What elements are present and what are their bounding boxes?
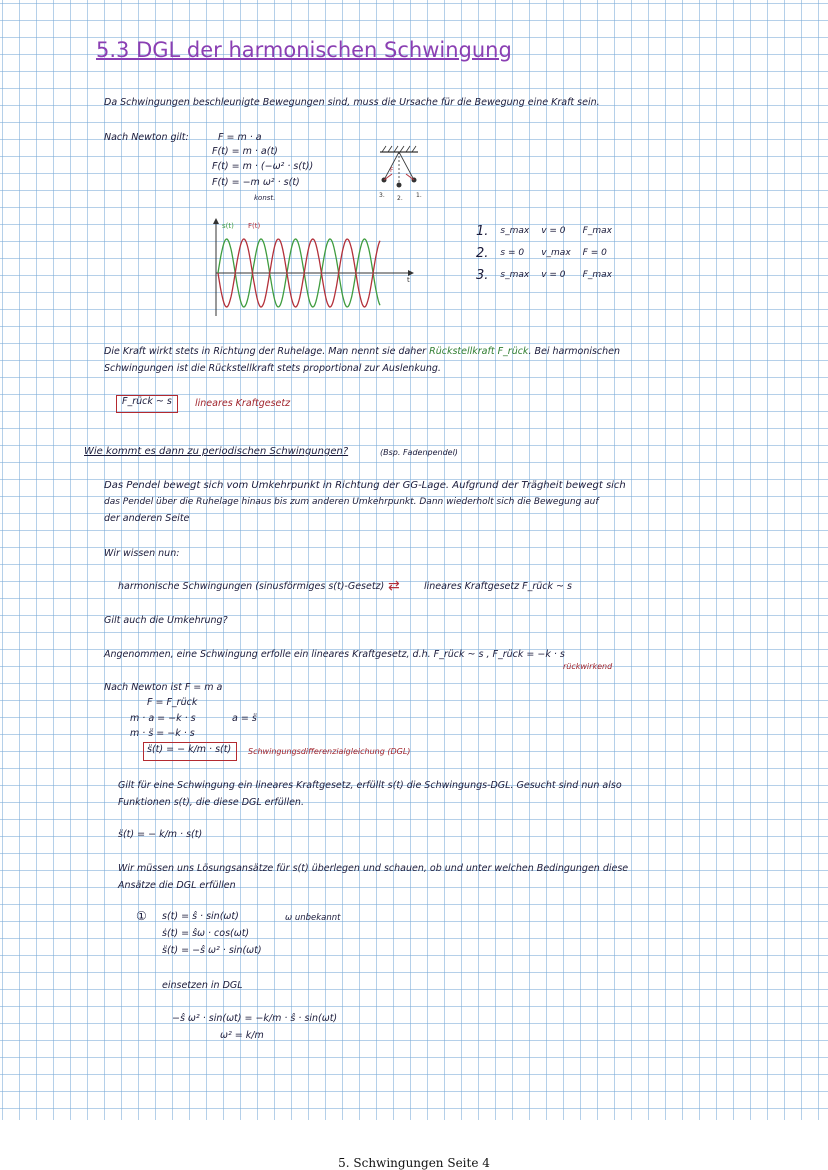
annahme: Angenommen, eine Schwingung erfolle ein lineares Kraftgesetz, d.h. F_rück ~ s , F_rück = −k · s (104, 649, 565, 660)
newton-eq3: F(t) = m · (−ω² · s(t)) (212, 161, 314, 172)
svg-text:F: F (390, 167, 394, 174)
table-cell-a: s_max (500, 226, 530, 236)
s-label: s(t) (222, 222, 234, 230)
newton-eq2: F(t) = m · a(t) (212, 146, 278, 157)
pendel-line2: das Pendel über die Ruhelage hinaus bis zum anderen Umkehrpunkt. Dann wiederholt sich die Bewegung auf (104, 497, 599, 507)
gilt-line2: Funktionen s(t), die diese DGL erfüllen. (118, 797, 304, 808)
deriv-l2: m · a = −k · s (130, 713, 196, 724)
deriv-l4: s̈(t) = − k/m · s(t) (147, 744, 232, 755)
newton-eq1: F = m · a (218, 132, 262, 143)
table-row (470, 264, 618, 286)
state-table (470, 220, 618, 286)
dgl-equation: s̈(t) = − k/m · s(t) (118, 829, 203, 840)
table-cell-c: F_max (582, 226, 612, 236)
pendulum-sketch (370, 142, 440, 204)
wissen: Wir wissen nun: (104, 548, 180, 559)
dgl-label: Schwingungsdifferenzialgleichung (DGL) (248, 747, 411, 756)
ansatz-line2: Ansätze die DGL erfüllen (118, 880, 236, 891)
svg-text:2.: 2. (397, 195, 403, 202)
law-label: lineares Kraftgesetz (195, 398, 291, 409)
omega-unknown: ω unbekannt (285, 913, 341, 923)
table-row (470, 242, 618, 264)
question: Wie kommt es dann zu periodischen Schwingungen? (84, 446, 349, 457)
question-sub: (Bsp. Fadenpendel) (380, 448, 458, 457)
table-cell-c: F_max (582, 270, 612, 280)
law-box-text: F_rück ~ s (122, 396, 172, 407)
table-cell-n: 3. (476, 267, 489, 283)
svg-text:1.: 1. (416, 192, 422, 199)
para1-line1: Die Kraft wirkt stets in Richtung der Ruhelage. Man nennt sie daher Rückstellkraft F_rück. Bei harmonischen (104, 346, 621, 357)
sol-sdd: s̈(t) = −ŝ ω² · sin(ωt) (162, 945, 262, 956)
deriv-l2b: a = s̈ (232, 713, 257, 724)
table-cell-b: v = 0 (541, 270, 566, 280)
deriv-l0: Nach Newton ist F = m a (104, 682, 223, 693)
table-cell-b: v = 0 (541, 226, 566, 236)
deriv-l3: m · s̈ = −k · s (130, 728, 195, 739)
table-cell-a: s = 0 (500, 248, 525, 258)
page-footer: 5. Schwingungen Seite 4 (338, 1156, 490, 1170)
table-row (470, 220, 618, 242)
sol-sd: ṡ(t) = ŝω · cos(ωt) (162, 928, 250, 939)
svg-text:3.: 3. (379, 192, 385, 199)
pendel-line3: der anderen Seite (104, 513, 190, 524)
implication-right: lineares Kraftgesetz F_rück ~ s (424, 581, 572, 592)
table-cell-a: s_max (500, 270, 530, 280)
pendel-line1: Das Pendel bewegt sich vom Umkehrpunkt in Richtung der GG-Lage. Aufgrund der Trägheit bewegt sich (104, 480, 626, 491)
annahme-note: rückwirkend (563, 662, 613, 671)
implication-left: harmonische Schwingungen (sinusförmiges s(t)-Gesetz) (118, 581, 385, 592)
table-cell-n: 2. (476, 245, 489, 261)
solution-marker: ① (136, 909, 147, 923)
deriv-l1: F = F_rück (147, 697, 198, 708)
implication-arrows: ⇄ (388, 578, 400, 594)
newton-label: Nach Newton gilt: (104, 132, 189, 143)
table-cell-n: 1. (476, 223, 489, 239)
sol-e1: −ŝ ω² · sin(ωt) = −k/m · ŝ · sin(ωt) (172, 1013, 338, 1024)
gilt-line1: Gilt für eine Schwingung ein lineares Kraftgesetz, erfüllt s(t) die Schwingungs-DGL. Gesucht sind nun also (118, 780, 622, 791)
einsetzen: einsetzen in DGL (162, 980, 243, 991)
f-label: F(t) (248, 222, 261, 230)
newton-eq4: F(t) = −m ω² · s(t) (212, 177, 300, 188)
sol-s: s(t) = ŝ · sin(ωt) (162, 911, 239, 922)
table-cell-b: v_max (541, 248, 571, 258)
sine-graph (200, 218, 420, 318)
table-cell-c: F = 0 (582, 248, 607, 258)
konst-note: konst. (254, 194, 276, 202)
t-label: t (407, 276, 410, 284)
umkehrung: Gilt auch die Umkehrung? (104, 615, 228, 626)
intro-text: Da Schwingungen beschleunigte Bewegungen sind, muss die Ursache für die Bewegung eine Kraft sein. (104, 97, 600, 108)
ansatz-line1: Wir müssen uns Lösungsansätze für s(t) überlegen und schauen, ob und unter welchen Bedingungen diese (118, 863, 629, 874)
para1-line2: Schwingungen ist die Rückstellkraft stets proportional zur Auslenkung. (104, 363, 441, 374)
sol-e2: ω² = k/m (220, 1030, 264, 1041)
page-title: 5.3 DGL der harmonischen Schwingung (96, 38, 512, 62)
